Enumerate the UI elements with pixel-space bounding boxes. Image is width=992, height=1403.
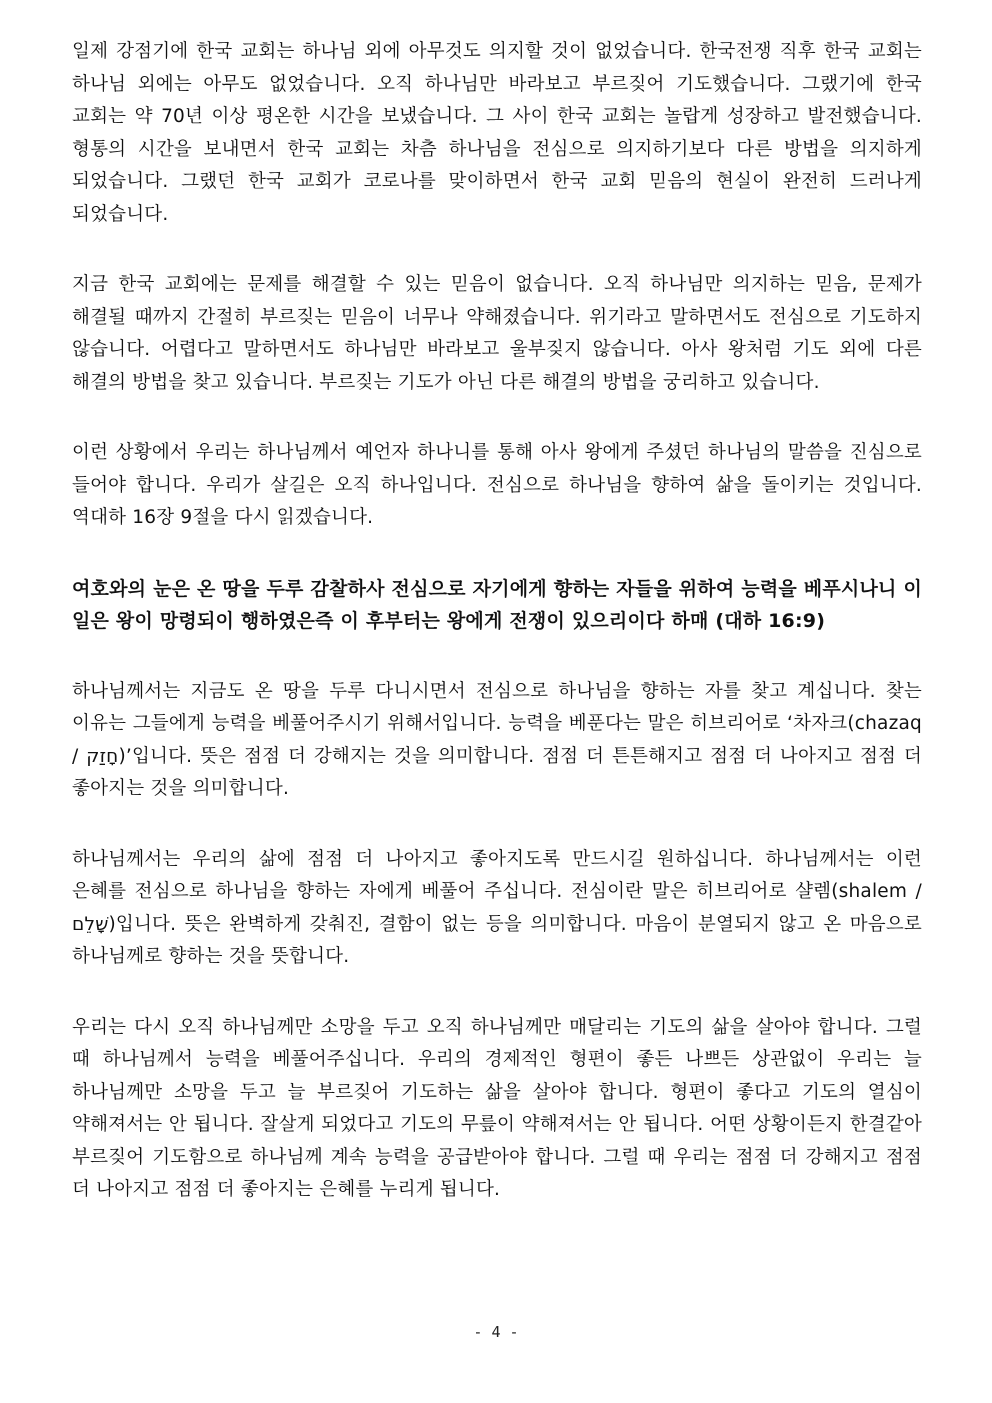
- document-page: [72, 36, 922, 1245]
- paragraph-chazaq: 하나님께서는 지금도 온 땅을 두루 다니시면서 전심으로 하나님을 향하는 자를 찾고 계십니다. 찾는 이유는 그들에게 능력을 베풀어주시기 위해서입니다. 능력을 베푼다는 말은 히브리어로 ‘차자크(chazaq / חָזַק)’입니다. 뜻은 점점 더 강해지는 것을 의미합니다. 점점 더 튼튼해지고 점점 더 나아지고 점점 더 좋아지는 것을 의미합니다.: [72, 680, 923, 799]
- paragraph-current-faith: 지금 한국 교회에는 문제를 해결할 수 있는 믿음이 없습니다. 오직 하나님만 의지하는 믿음, 문제가 해결될 때까지 간절히 부르짖는 믿음이 너무나 약해졌습니다. 위기라고 말하면서도 전심으로 기도하지 않습니다. 어렵다고 말하면서도 하나님만 바라보고 울부짖지 않습니다. 아사 왕처럼 기도 외에 다른 해결의 방법을 찾고 있습니다. 부르짖는 기도가 아닌 다른 해결의 방법을 궁리하고 있습니다.: [72, 274, 922, 393]
- page-number: - 4 -: [473, 1323, 519, 1341]
- paragraph-prayer-life: 우리는 다시 오직 하나님께만 소망을 두고 오직 하나님께만 매달리는 기도의 삶을 살아야 합니다. 그럴 때 하나님께서 능력을 베풀어주십니다. 우리의 경제적인 형편이 좋든 나쁘든 상관없이 우리는 늘 하나님께만 소망을 두고 늘 부르짖어 기도하는 삶을 살아야 합니다. 형편이 좋다고 기도의 열심이 약해져서는 안 됩니다. 잘살게 되었다고 기도의 무릎이 약해져서는 안 됩니다. 어떤 상황이든지 한결같아 부르짖어 기도함으로 하나님께 계속 능력을 공급받아야 합니다. 그럴 때 우리는 점점 더 강해지고 점점 더 나아지고 점점 더 좋아지는 은혜를 누리게 됩니다.: [72, 1016, 922, 1200]
- paragraph-korean-church-history: 일제 강점기에 한국 교회는 하나님 외에 아무것도 의지할 것이 없었습니다. 한국전쟁 직후 한국 교회는 하나님 외에는 아무도 없었습니다. 오직 하나님만 바라보고 부르짖어 기도했습니다. 그랬기에 한국 교회는 약 70년 이상 평온한 시간을 보냈습니다. 그 사이 한국 교회는 놀랍게 성장하고 발전했습니다. 형통의 시간을 보내면서 한국 교회는 차츰 하나님을 전심으로 의지하기보다 다른 방법을 의지하게 되었습니다. 그랬던 한국 교회가 코로나를 맞이하면서 한국 교회 믿음의 현실이 완전히 드러나게 되었습니다.: [72, 41, 922, 225]
- scripture-verse: 여호와의 눈은 온 땅을 두루 감찰하사 전심으로 자기에게 향하는 자들을 위하여 능력을 베푸시나니 이 일은 왕이 망령되이 행하였은즉 이 후부터는 왕에게 전쟁이 있으리이다 하매 (대하 16:9): [72, 577, 922, 632]
- paragraph-shalem: 하나님께서는 우리의 삶에 점점 더 나아지고 좋아지도록 만드시길 원하십니다. 하나님께서는 이런 은혜를 전심으로 하나님을 향하는 자에게 베풀어 주십니다. 전심이란 말은 히브리어로 샬렘(shalem / שָׁלֵם)입니다. 뜻은 완벽하게 갖춰진, 결함이 없는 등을 의미합니다. 마음이 분열되지 않고 온 마음으로 하나님께로 향하는 것을 뜻합니다.: [72, 848, 922, 967]
- paragraph-listen-word: 이런 상황에서 우리는 하나님께서 예언자 하나니를 통해 아사 왕에게 주셨던 하나님의 말씀을 진심으로 들어야 합니다. 우리가 살길은 오직 하나입니다. 전심으로 하나님을 향하여 삶을 돌이키는 것입니다. 역대하 16장 9절을 다시 읽겠습니다.: [72, 442, 922, 528]
